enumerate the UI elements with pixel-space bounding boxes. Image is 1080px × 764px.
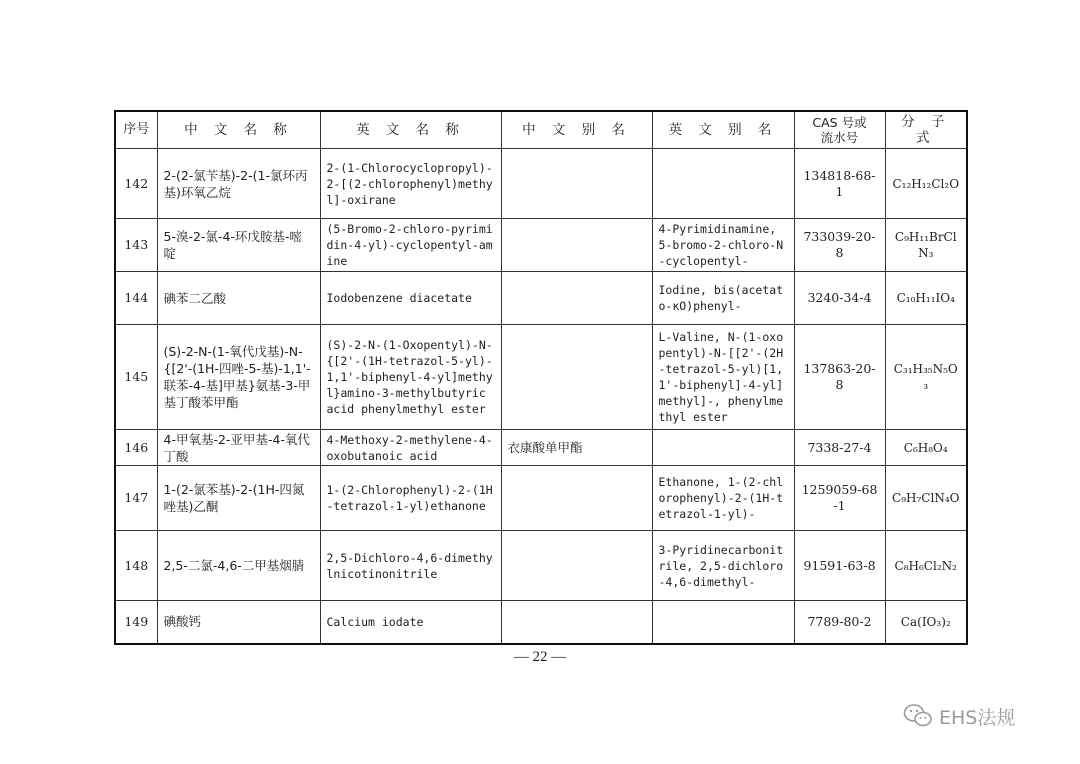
header-no: 序号: [115, 111, 157, 149]
formula-cell: Ca(IO₃)₂: [885, 601, 967, 644]
header-cn-alias: 中 文 别 名: [501, 111, 652, 149]
en-name-cell: Calcium iodate: [320, 601, 501, 644]
table-header-row: [115, 111, 967, 149]
formula-cell: C₁₂H₁₂Cl₂O: [885, 149, 967, 219]
cn-name-cell: 碘酸钙: [157, 601, 320, 644]
en-name-cell: 4-Methoxy-2-methylene-4-oxobutanoic acid: [320, 430, 501, 466]
en-name-cell: Iodobenzene diacetate: [320, 272, 501, 325]
cn-name-cell: 碘苯二乙酸: [157, 272, 320, 325]
en-name-cell: (5-Bromo-2-chloro-pyrimidin-4-yl)-cyclopentyl-amine: [320, 219, 501, 272]
en-alias-cell: [652, 601, 794, 644]
cn-alias-cell: [501, 325, 652, 430]
formula-cell: C₁₀H₁₁IO₄: [885, 272, 967, 325]
cn-alias-cell: [501, 219, 652, 272]
header-formula: 分 子 式: [885, 111, 967, 149]
table-row: [115, 325, 967, 430]
cas-cell: 7338-27-4: [794, 430, 885, 466]
cn-alias-cell: [501, 149, 652, 219]
cas-cell: 91591-63-8: [794, 531, 885, 601]
cn-name-cell: 4-甲氧基-2-亚甲基-4-氧代丁酸: [157, 430, 320, 466]
table-row: [115, 430, 967, 466]
formula-cell: C₈H₆Cl₂N₂: [885, 531, 967, 601]
formula-cell: C₉H₇ClN₄O: [885, 466, 967, 531]
wechat-icon: [903, 703, 933, 729]
cas-cell: 137863-20-8: [794, 325, 885, 430]
en-name-cell: 2-(1-Chlorocyclopropyl)-2-[(2-chlorophenyl)methyl]-oxirane: [320, 149, 501, 219]
row-number: 143: [115, 219, 157, 272]
chemical-table: [114, 110, 968, 645]
cn-name-cell: 2,5-二氯-4,6-二甲基烟腈: [157, 531, 320, 601]
header-en-name: 英 文 名 称: [320, 111, 501, 149]
cn-alias-cell: [501, 272, 652, 325]
cas-cell: 7789-80-2: [794, 601, 885, 644]
row-number: 147: [115, 466, 157, 531]
cas-cell: 733039-20-8: [794, 219, 885, 272]
table-row: [115, 219, 967, 272]
cn-name-cell: 5-溴-2-氯-4-环戊胺基-嘧啶: [157, 219, 320, 272]
cn-alias-cell: [501, 601, 652, 644]
en-name-cell: 1-(2-Chlorophenyl)-2-(1H-tetrazol-1-yl)ethanone: [320, 466, 501, 531]
table-row: [115, 466, 967, 531]
watermark-text: EHS法规: [939, 706, 1016, 729]
en-alias-cell: Iodine, bis(acetato-κO)phenyl-: [652, 272, 794, 325]
cas-cell: 134818-68-1: [794, 149, 885, 219]
header-en-alias: 英 文 别 名: [652, 111, 794, 149]
row-number: 144: [115, 272, 157, 325]
table-row: [115, 272, 967, 325]
header-cas-line1: CAS 号或: [812, 115, 867, 130]
formula-cell: C₉H₁₁BrClN₃: [885, 219, 967, 272]
formula-cell: C₃₁H₃₅N₅O₃: [885, 325, 967, 430]
cn-name-cell: 2-(2-氯苄基)-2-(1-氯环丙基)环氧乙烷: [157, 149, 320, 219]
en-alias-cell: 3-Pyridinecarbonitrile, 2,5-dichloro-4,6-dimethyl-: [652, 531, 794, 601]
table-row: [115, 531, 967, 601]
cn-alias-cell: [501, 531, 652, 601]
watermark: [903, 700, 1015, 732]
cas-cell: 1259059-68-1: [794, 466, 885, 531]
en-alias-cell: 4-Pyrimidinamine, 5-bromo-2-chloro-N-cyclopentyl-: [652, 219, 794, 272]
formula-cell: C₆H₈O₄: [885, 430, 967, 466]
page-number: — 22 —: [513, 649, 567, 665]
cn-name-cell: (S)-2-N-(1-氧代戊基)-N-{[2'-(1H-四唑-5-基)-1,1'-联苯-4-基]甲基}氨基-3-甲基丁酸苯甲酯: [157, 325, 320, 430]
row-number: 148: [115, 531, 157, 601]
en-alias-cell: [652, 430, 794, 466]
row-number: 142: [115, 149, 157, 219]
en-name-cell: (S)-2-N-(1-Oxopentyl)-N-{[2'-(1H-tetrazol-5-yl)-1,1'-biphenyl-4-yl]methyl}amino-3-methylbutyric acid phenylmethyl ester: [320, 325, 501, 430]
en-alias-cell: [652, 149, 794, 219]
en-alias-cell: L-Valine, N-(1-oxopentyl)-N-[[2'-(2H-tetrazol-5-yl)[1,1'-biphenyl]-4-yl]methyl]-, phenylmethyl ester: [652, 325, 794, 430]
header-cn-name: 中 文 名 称: [157, 111, 320, 149]
table-row: [115, 601, 967, 644]
header-cas-line2: 流水号: [820, 130, 859, 145]
en-alias-cell: Ethanone, 1-(2-chlorophenyl)-2-(1H-tetrazol-1-yl)-: [652, 466, 794, 531]
table-row: [115, 149, 967, 219]
en-name-cell: 2,5-Dichloro-4,6-dimethylnicotinonitrile: [320, 531, 501, 601]
cn-alias-cell: 衣康酸单甲酯: [501, 430, 652, 466]
row-number: 149: [115, 601, 157, 644]
header-cas: [794, 111, 885, 149]
row-number: 146: [115, 430, 157, 466]
cas-cell: 3240-34-4: [794, 272, 885, 325]
cn-name-cell: 1-(2-氯苯基)-2-(1H-四氮唑基)乙酮: [157, 466, 320, 531]
cn-alias-cell: [501, 466, 652, 531]
row-number: 145: [115, 325, 157, 430]
